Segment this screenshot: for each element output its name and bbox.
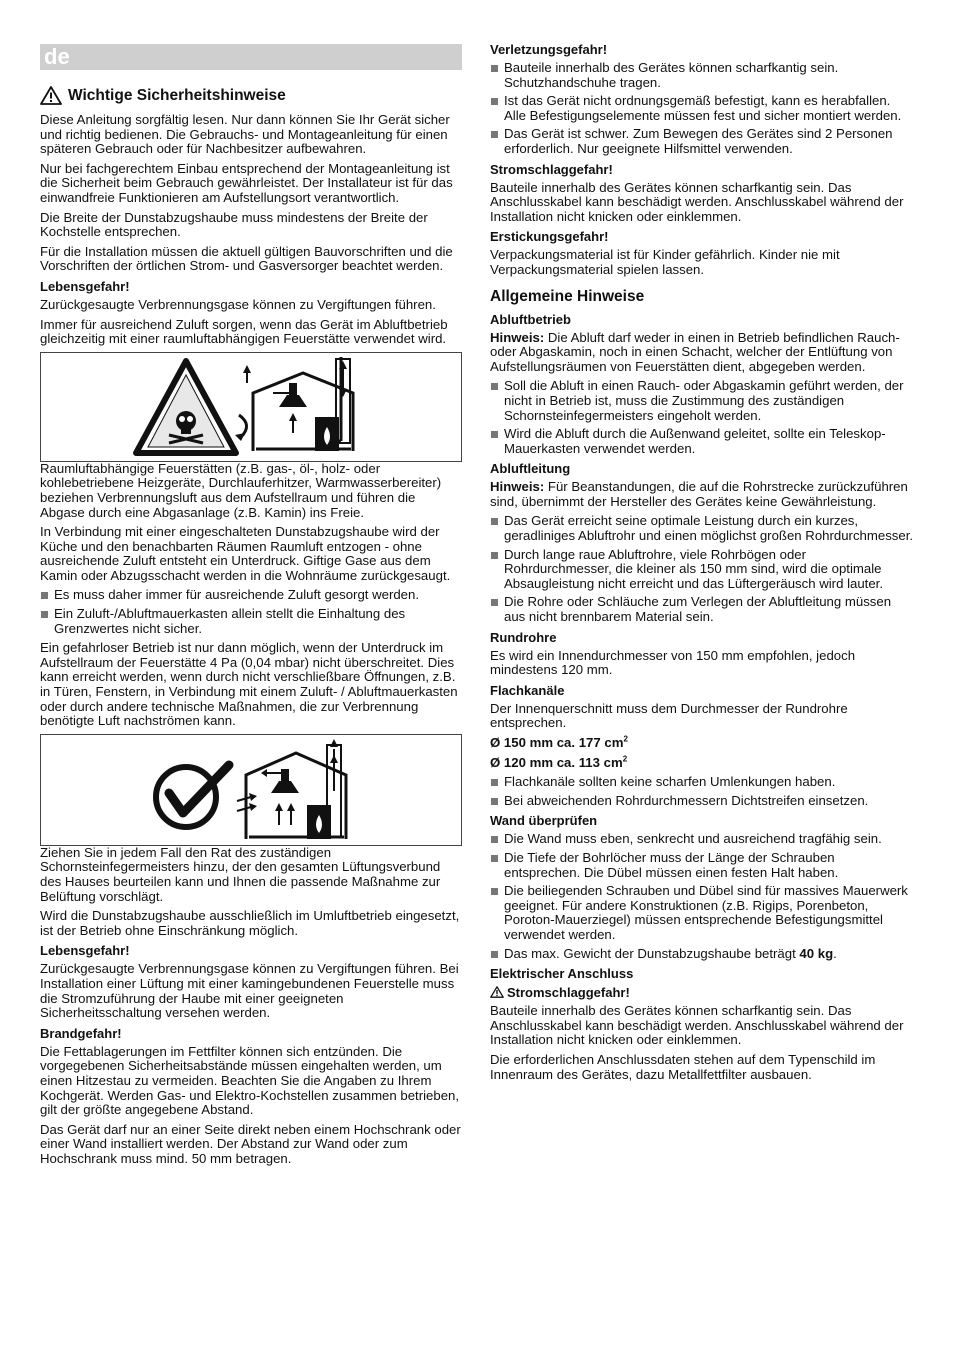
skull-warning-icon [136, 361, 236, 453]
bullet-list [40, 588, 462, 636]
dimension-150: Ø 150 mm ca. 177 $cm^2$ [490, 734, 628, 750]
bullet-list [490, 514, 914, 624]
list-item: Die beiliegenden Schrauben und Dübel sind für massives Mauerwerk geeignet. Für andere Konstruktionen (z.B. Rigips, Porenbeton, Poroton-Mauerziegel) müssen entsprechende Befestigungsmittel verwendet werden. [490, 884, 914, 942]
paragraph: Bauteile innerhalb des Gerätes können scharfkantig sein. Das Anschlusskabel kann beschädigt werden. Anschlusskabel während der Installation nicht knicken oder einklemmen. [490, 179, 904, 224]
warning-triangle-icon [40, 86, 62, 105]
dimension-120: Ø 120 mm ca. 113 $cm^2$ [490, 754, 628, 770]
warning-triangle-icon [490, 986, 504, 998]
section-title-general: Allgemeine Hinweise [490, 287, 645, 305]
heading-lebensgefahr: Lebensgefahr! [40, 943, 130, 959]
list-item: Bei abweichenden Rohrdurchmessern Dichtstreifen einsetzen. [490, 794, 914, 809]
paragraph: Hinweis: Für Beanstandungen, die auf die Rohrstrecke zurückzuführen sind, übernimmt der Hersteller des Gerätes keine Gewährleistung. [490, 479, 908, 509]
paragraph: Es wird ein Innendurchmesser von 150 mm empfohlen, jedoch mindestens 120 mm. [490, 647, 856, 678]
list-item: Soll die Abluft in einen Rauch- oder Abgaskamin geführt werden, der nicht in Betrieb ist, muss die Zustimmung des zuständigen Schornsteinfegermeisters eingeholt werden. [490, 379, 914, 423]
heading-erstickungsgefahr: Erstickungsgefahr! [490, 229, 609, 245]
paragraph: Ein gefahrloser Betrieb ist nur dann möglich, wenn der Unterdruck im Aufstellraum der Feuerstätte 4 Pa (0,04 mbar) nicht überschreitet. Dies kann erreicht werden, wenn durch nicht verschließbare Öffnungen, z.B. in Türen, Fenstern, in Verbindung mit einem Zuluft- / Abluftmauerkasten oder durch andere technische Maßnahmen, die zur Verbrennung benötigte Luft nachströmen kann. [40, 640, 458, 729]
list-item: Die Rohre oder Schläuche zum Verlegen der Abluftleitung müssen aus nicht brennbarem Material sein. [490, 595, 914, 624]
right-column [490, 42, 914, 1087]
list-item: Das Gerät ist schwer. Zum Bewegen des Gerätes sind 2 Personen erforderlich. Nur geeignete Hilfsmittel verwenden. [490, 127, 914, 156]
paragraph: Zurückgesaugte Verbrennungsgase können zu Vergiftungen führen. Bei Installation einer Lüftung mit einer kamingebundenen Feuerstelle muss die Stromzuführung der Haube mit einer geeigneten Sicherheitsschaltung versehen werden. [40, 961, 459, 1021]
list-item: Bauteile innerhalb des Gerätes können scharfkantig sein. Schutzhandschuhe tragen. [490, 61, 914, 90]
figure-safe-exhaust [40, 734, 462, 846]
heading-lebensgefahr: Lebensgefahr! [40, 278, 130, 294]
danger-illustration [41, 353, 461, 461]
paragraph: Das Gerät darf nur an einer Seite direkt neben einem Hochschrank oder einer Wand installiert werden. Der Abstand zur Wand oder zum Hochschrank muss mind. 50 mm betragen. [40, 1121, 461, 1166]
language-bar [40, 44, 462, 70]
heading-wand-ueberpruefen: Wand überprüfen [490, 813, 598, 829]
list-item: Die Wand muss eben, senkrecht und ausreichend tragfähig sein. [490, 832, 914, 847]
list-item: Ein Zuluft-/Abluftmauerkasten allein stellt die Einhaltung des Grenzwertes nicht sicher. [40, 607, 462, 636]
figure-danger-exhaust [40, 352, 462, 462]
checkmark-icon [156, 765, 229, 827]
paragraph: Bauteile innerhalb des Gerätes können scharfkantig sein. Das Anschlusskabel kann beschädigt werden. Anschlusskabel während der Installation nicht knicken oder einklemmen. [490, 1003, 904, 1048]
paragraph: Wird die Dunstabzugshaube ausschließlich im Umluftbetrieb eingesetzt, ist der Betrieb ohne Einschränkung möglich. [40, 908, 460, 938]
bullet-list [490, 379, 914, 456]
heading-abluftleitung: Abluftleitung [490, 461, 571, 477]
list-item: Das Gerät erreicht seine optimale Leistung durch ein kurzes, geradliniges Abluftrohr und einen möglichst großen Rohrdurchmesser. [490, 514, 914, 543]
safe-illustration [41, 735, 461, 845]
heading-verletzungsgefahr: Verletzungsgefahr! [490, 42, 608, 57]
bullet-list [490, 61, 914, 157]
paragraph: Zurückgesaugte Verbrennungsgase können zu Vergiftungen führen. [40, 296, 436, 312]
bullet-list [490, 832, 914, 961]
list-item: Die Tiefe der Bohrlöcher muss der Länge der Schrauben entsprechen. Die Dübel müssen einen festen Halt haben. [490, 851, 914, 880]
heading-brandgefahr: Brandgefahr! [40, 1025, 122, 1041]
paragraph: Ziehen Sie in jedem Fall den Rat des zuständigen Schornsteinfegermeisters hinzu, der den gesamten Lüftungsverbund des Hauses beurteilen kann und Ihnen die passende Maßnahme zur Belüftung vorschlägt. [40, 844, 441, 904]
paragraph: Hinweis: Die Abluft darf weder in einen in Betrieb befindlichen Rauch- oder Abgaskamin, noch in einen Schacht, welcher der Entlüftung von Aufstellungsräumen von Feuerstätten dient, abgegeben werden. [490, 329, 900, 374]
heading-stromschlaggefahr: Stromschlaggefahr! [490, 985, 914, 1000]
paragraph: Die erforderlichen Anschlussdaten stehen auf dem Typenschild im Innenraum des Gerätes, dazu Metallfettfilter ausbauen. [490, 1051, 876, 1082]
list-item: Durch lange raue Abluftrohre, viele Rohrbögen oder Rohrdurchmesser, die kleiner als 150 mm sind, wird die optimale Absaugleistung nicht erreicht und das Lüftergeräusch wird lauter. [490, 548, 914, 592]
list-item: Wird die Abluft durch die Außenwand geleitet, sollte ein Teleskop-Mauerkasten verwendet werden. [490, 427, 914, 456]
heading-elektrischer-anschluss: Elektrischer Anschluss [490, 966, 634, 982]
paragraph: Für die Installation müssen die aktuell gültigen Bauvorschriften und die Vorschriften der örtlichen Strom- und Gasversorger beachtet werden. [40, 243, 453, 274]
paragraph: Verpackungsmaterial ist für Kinder gefährlich. Kinder nie mit Verpackungsmaterial spielen lassen. [490, 247, 840, 277]
heading-stromschlaggefahr: Stromschlaggefahr! [490, 161, 613, 177]
list-item: Das max. Gewicht der Dunstabzugshaube beträgt 40 kg. [490, 947, 914, 962]
list-item: Flachkanäle sollten keine scharfen Umlenkungen haben. [490, 775, 914, 790]
list-item: Es muss daher immer für ausreichende Zuluft gesorgt werden. [40, 588, 462, 603]
paragraph: In Verbindung mit einer eingeschalteten Dunstabzugshaube wird der Küche und den benachbarten Räumen Raumluft entzogen - ohne ausreichende Zuluft entsteht ein Unterdruck. Giftige Gase aus dem Kamin oder Abzugsschacht werden in die Wohnräume zurückgesaugt. [40, 524, 451, 583]
heading-abluftbetrieb: Abluftbetrieb [490, 311, 571, 327]
paragraph: Der Innenquerschnitt muss dem Durchmesser der Rundrohre entsprechen. [490, 700, 848, 731]
heading-flachkanaele: Flachkanäle [490, 682, 565, 698]
paragraph: Nur bei fachgerechtem Einbau entsprechend der Montageanleitung ist die Sicherheit beim Gebrauch gewährleistet. Der Installateur ist für das einwandfreie Funktionieren am Aufstellungsort verantwortlich. [40, 160, 453, 205]
language-code: de [44, 44, 70, 69]
heading-rundrohre: Rundrohre [490, 629, 557, 645]
paragraph: Diese Anleitung sorgfältig lesen. Nur dann können Sie Ihr Gerät sicher und richtig bedienen. Die Gebrauchs- und Montageanleitung für einen späteren Gebrauch oder für Nachbesitzer aufbewahren. [40, 112, 450, 157]
paragraph: Die Breite der Dunstabzugshaube muss mindestens der Breite der Kochstelle entsprechen. [40, 209, 428, 240]
paragraph: Die Fettablagerungen im Fettfilter können sich entzünden. Die vorgegebenen Sicherheitsabstände müssen eingehalten werden, um einen Hitzestau zu vermeiden. Beachten Sie die Angaben zu Ihrem Kochgerät. Werden Gas- und Elektro-Kochstellen zusammen betrieben, gilt der größte angegebene Abstand. [40, 1043, 460, 1118]
paragraph: Immer für ausreichend Zuluft sorgen, wenn das Gerät im Abluftbetrieb gleichzeitig mit einer raumluftabhängigen Feuerstätte verwendet wird. [40, 316, 448, 347]
list-item: Ist das Gerät nicht ordnungsgemäß befestigt, kann es herabfallen. Alle Befestigungselemente müssen fest und sicher montiert werden. [490, 94, 914, 123]
paragraph: Raumluftabhängige Feuerstätten (z.B. gas-, öl-, holz- oder kohlebetriebene Heizgeräte, Durchlauferhitzer, Warmwasserbereiter) beziehen Verbrennungsluft aus dem Aufstellraum und führen die Abgase durch eine Abgasanlage (z.B. Kamin) ins Freie. [40, 460, 442, 520]
section-title-safety: Wichtige Sicherheitshinweise [40, 86, 462, 105]
bullet-list [490, 775, 914, 808]
left-column [40, 44, 462, 1172]
